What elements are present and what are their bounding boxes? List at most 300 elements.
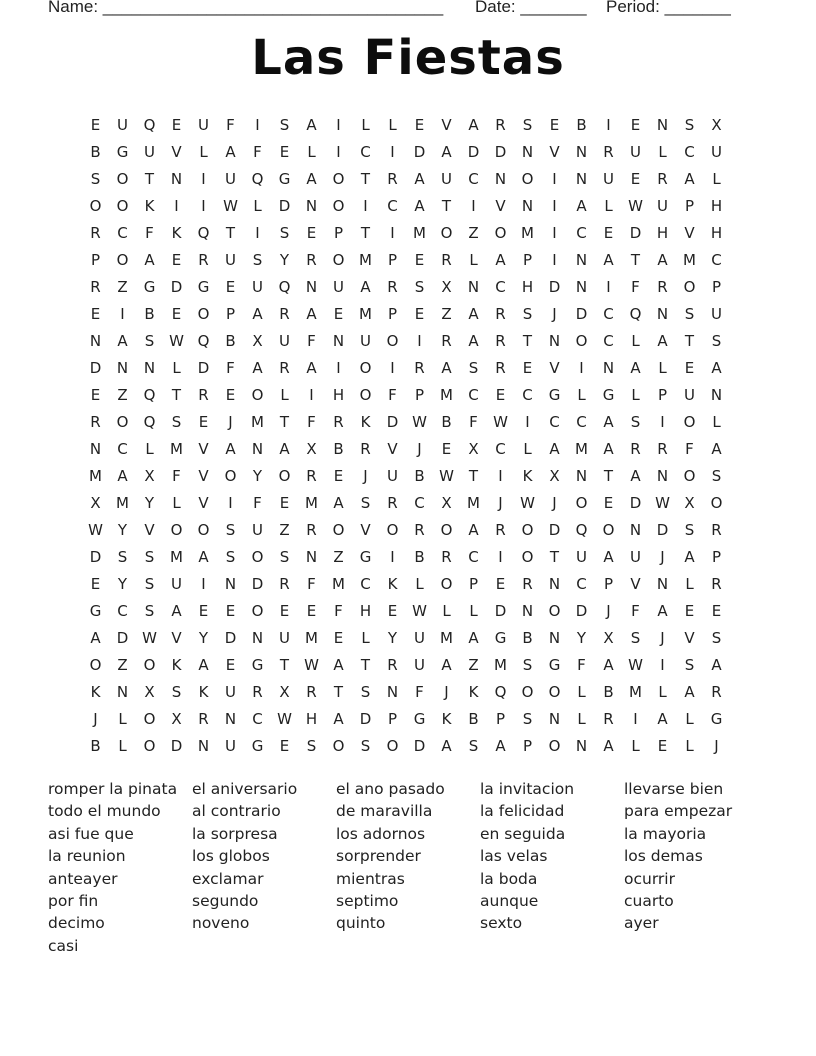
grid-letter: N <box>89 331 102 350</box>
grid-letter: P <box>414 385 425 404</box>
grid-letter: X <box>144 466 155 485</box>
grid-letter: A <box>360 277 371 296</box>
grid-letter: C <box>684 142 695 161</box>
grid-letter: S <box>279 547 290 566</box>
grid-letter: O <box>710 493 723 512</box>
grid-letter: I <box>390 547 395 566</box>
grid-letter: E <box>630 169 641 188</box>
grid-letter: T <box>549 547 560 566</box>
grid-letter: J <box>228 412 233 431</box>
grid-letter: I <box>201 196 206 215</box>
grid-letter: S <box>630 628 641 647</box>
grid-letter: I <box>552 196 557 215</box>
grid-letter: D <box>197 358 210 377</box>
grid-letter: V <box>441 115 452 134</box>
grid-letter: G <box>251 655 264 674</box>
grid-letter: X <box>252 331 263 350</box>
grid-letter: A <box>684 169 695 188</box>
grid-letter: W <box>412 601 427 620</box>
grid-letter: I <box>120 304 125 323</box>
grid-letter: H <box>656 223 669 242</box>
grid-letter: L <box>172 493 181 512</box>
grid-letter: A <box>144 250 155 269</box>
grid-letter: I <box>336 358 341 377</box>
grid-letter: T <box>171 385 182 404</box>
grid-letter: E <box>333 466 344 485</box>
grid-letter: S <box>225 520 236 539</box>
grid-letter: O <box>521 520 534 539</box>
grid-letter: A <box>657 331 668 350</box>
grid-letter: A <box>657 250 668 269</box>
grid-letter: U <box>360 331 371 350</box>
grid-letter: Q <box>575 520 588 539</box>
word-item: todo el mundo <box>48 802 161 821</box>
grid-letter: E <box>171 250 182 269</box>
grid-letter: G <box>548 385 561 404</box>
grid-letter: A <box>225 439 236 458</box>
grid-letter: S <box>684 115 695 134</box>
grid-letter: N <box>143 358 156 377</box>
grid-letter: M <box>440 628 453 647</box>
grid-letter: E <box>306 223 317 242</box>
grid-letter: J <box>498 493 503 512</box>
grid-letter: S <box>522 709 533 728</box>
grid-letter: E <box>279 142 290 161</box>
word-column <box>48 778 192 957</box>
word-item: la mayoria <box>624 824 707 843</box>
grid-letter: U <box>171 574 182 593</box>
grid-letter: I <box>336 115 341 134</box>
grid-letter: N <box>305 277 318 296</box>
grid-letter: S <box>144 574 155 593</box>
grid-letter: U <box>630 142 641 161</box>
grid-letter: A <box>90 628 101 647</box>
grid-letter: N <box>197 736 210 755</box>
grid-letter: G <box>359 547 372 566</box>
word-item: la reunion <box>48 847 126 866</box>
grid-letter: P <box>522 250 533 269</box>
grid-letter: R <box>441 547 452 566</box>
grid-letter: K <box>468 682 479 701</box>
grid-letter: U <box>117 115 128 134</box>
grid-letter: U <box>252 520 263 539</box>
grid-letter: U <box>630 547 641 566</box>
grid-letter: L <box>631 736 640 755</box>
grid-letter: R <box>495 304 506 323</box>
grid-letter: R <box>90 412 101 431</box>
grid-letter: A <box>252 358 263 377</box>
grid-letter: G <box>197 277 210 296</box>
grid-letter: O <box>89 196 102 215</box>
grid-letter: N <box>548 331 561 350</box>
word-item: segundo <box>192 891 259 910</box>
grid-letter: K <box>198 682 209 701</box>
grid-letter: B <box>225 331 236 350</box>
grid-letter: Y <box>252 466 263 485</box>
grid-letter: R <box>279 358 290 377</box>
grid-letter: O <box>116 412 129 431</box>
grid-letter: C <box>468 385 479 404</box>
grid-letter: W <box>169 331 184 350</box>
grid-letter: W <box>655 493 670 512</box>
grid-letter: Q <box>251 169 264 188</box>
grid-letter: O <box>548 601 561 620</box>
grid-letter: Q <box>197 331 210 350</box>
grid-letter: X <box>171 709 182 728</box>
grid-letter: D <box>548 277 561 296</box>
grid-letter: D <box>548 520 561 539</box>
grid-letter: N <box>89 439 102 458</box>
grid-letter: F <box>307 412 316 431</box>
grid-letter: R <box>279 574 290 593</box>
grid-letter: P <box>711 547 722 566</box>
grid-letter: R <box>306 466 317 485</box>
grid-letter: L <box>199 142 208 161</box>
grid-letter: S <box>252 250 263 269</box>
grid-letter: C <box>252 709 263 728</box>
grid-letter: C <box>576 223 587 242</box>
grid-letter: A <box>711 358 722 377</box>
grid-letter: A <box>468 520 479 539</box>
grid-letter: O <box>386 736 399 755</box>
grid-letter: I <box>390 142 395 161</box>
grid-letter: Z <box>441 304 452 323</box>
grid-letter: U <box>279 628 290 647</box>
grid-letter: N <box>575 250 588 269</box>
grid-letter: A <box>306 304 317 323</box>
grid-letter: N <box>386 682 399 701</box>
grid-letter: G <box>278 169 291 188</box>
word-column <box>480 778 624 935</box>
grid-letter: W <box>628 196 643 215</box>
word-item: la felicidad <box>480 802 565 821</box>
grid-letter: A <box>441 655 452 674</box>
grid-letter: N <box>710 385 723 404</box>
grid-letter: N <box>548 628 561 647</box>
grid-letter: F <box>577 655 586 674</box>
grid-letter: R <box>387 493 398 512</box>
grid-letter: A <box>630 466 641 485</box>
word-item: sexto <box>480 914 523 933</box>
grid-letter: A <box>495 250 506 269</box>
grid-letter: S <box>171 682 182 701</box>
grid-letter: T <box>360 655 371 674</box>
grid-letter: C <box>468 547 479 566</box>
grid-letter: V <box>684 223 695 242</box>
grid-letter: I <box>417 331 422 350</box>
grid-letter: L <box>604 196 613 215</box>
grid-letter: F <box>685 439 694 458</box>
grid-letter: U <box>225 682 236 701</box>
grid-letter: S <box>414 277 425 296</box>
grid-letter: U <box>711 304 722 323</box>
grid-letter: O <box>332 196 345 215</box>
grid-letter: E <box>90 115 101 134</box>
grid-letter: E <box>171 304 182 323</box>
grid-letter: W <box>277 709 292 728</box>
word-item: anteayer <box>48 869 118 888</box>
grid-letter: D <box>629 223 642 242</box>
grid-letter: B <box>603 682 614 701</box>
grid-letter: E <box>279 493 290 512</box>
grid-letter: S <box>225 547 236 566</box>
word-item: noveno <box>192 914 250 933</box>
grid-letter: I <box>525 412 530 431</box>
grid-letter: V <box>171 142 182 161</box>
grid-letter: E <box>657 736 668 755</box>
grid-letter: I <box>552 223 557 242</box>
grid-letter: L <box>415 574 424 593</box>
grid-letter: V <box>360 520 371 539</box>
grid-letter: V <box>630 574 641 593</box>
grid-letter: D <box>413 142 426 161</box>
grid-letter: R <box>522 574 533 593</box>
grid-letter: S <box>90 169 101 188</box>
grid-letter: G <box>494 628 507 647</box>
grid-letter: L <box>118 709 127 728</box>
word-item: por fin <box>48 891 99 910</box>
grid-letter: L <box>685 709 694 728</box>
grid-letter: L <box>280 385 289 404</box>
word-item: los adornos <box>336 824 426 843</box>
grid-letter: S <box>522 304 533 323</box>
word-item: decimo <box>48 914 105 933</box>
grid-letter: D <box>467 142 480 161</box>
date-field-label: Date: _______ <box>475 0 587 16</box>
grid-letter: L <box>172 358 181 377</box>
grid-letter: E <box>90 574 101 593</box>
grid-letter: F <box>631 277 640 296</box>
grid-letter: T <box>360 223 371 242</box>
grid-letter: O <box>170 520 183 539</box>
grid-letter: R <box>603 142 614 161</box>
grid-letter: H <box>305 709 318 728</box>
grid-letter: S <box>279 115 290 134</box>
grid-letter: I <box>660 412 665 431</box>
grid-letter: A <box>306 169 317 188</box>
grid-letter: V <box>171 628 182 647</box>
grid-letter: J <box>552 493 557 512</box>
grid-letter: G <box>413 709 426 728</box>
grid-letter: L <box>388 115 397 134</box>
grid-letter: B <box>333 439 344 458</box>
grid-letter: B <box>414 547 425 566</box>
grid-letter: I <box>498 466 503 485</box>
grid-letter: I <box>606 115 611 134</box>
grid-letter: A <box>711 655 722 674</box>
grid-letter: A <box>306 115 317 134</box>
grid-letter: Q <box>494 682 507 701</box>
grid-letter: U <box>333 277 344 296</box>
grid-letter: D <box>494 142 507 161</box>
grid-letter: R <box>414 520 425 539</box>
grid-letter: D <box>386 412 399 431</box>
grid-letter: C <box>117 601 128 620</box>
grid-letter: M <box>170 439 183 458</box>
grid-letter: L <box>658 682 667 701</box>
word-item: sorprender <box>336 847 421 866</box>
grid-letter: O <box>359 358 372 377</box>
grid-letter: O <box>440 520 453 539</box>
grid-letter: Z <box>117 277 128 296</box>
grid-letter: A <box>603 655 614 674</box>
grid-letter: L <box>631 331 640 350</box>
grid-letter: R <box>387 169 398 188</box>
grid-letter: C <box>360 142 371 161</box>
grid-letter: U <box>414 655 425 674</box>
grid-letter: M <box>251 412 264 431</box>
grid-letter: I <box>390 358 395 377</box>
grid-letter: A <box>117 331 128 350</box>
grid-letter: L <box>577 385 586 404</box>
word-item: para empezar <box>624 802 733 821</box>
grid-letter: O <box>116 250 129 269</box>
grid-letter: S <box>468 736 479 755</box>
grid-letter: W <box>439 466 454 485</box>
grid-letter: A <box>657 709 668 728</box>
grid-letter: Y <box>117 574 128 593</box>
grid-letter: U <box>603 169 614 188</box>
grid-letter: L <box>469 250 478 269</box>
grid-letter: W <box>142 628 157 647</box>
grid-letter: A <box>252 304 263 323</box>
grid-letter: M <box>683 250 696 269</box>
grid-letter: L <box>361 628 370 647</box>
grid-letter: A <box>441 358 452 377</box>
grid-letter: W <box>493 412 508 431</box>
grid-letter: K <box>522 466 533 485</box>
grid-letter: D <box>89 358 102 377</box>
grid-letter: N <box>521 142 534 161</box>
grid-letter: T <box>360 169 371 188</box>
grid-letter: J <box>660 547 665 566</box>
grid-letter: O <box>332 250 345 269</box>
period-field-label: Period: _______ <box>606 0 731 16</box>
grid-letter: E <box>198 601 209 620</box>
grid-letter: E <box>630 115 641 134</box>
word-item: quinto <box>336 914 386 933</box>
grid-letter: S <box>684 520 695 539</box>
grid-letter: M <box>305 628 318 647</box>
grid-letter: J <box>714 736 719 755</box>
word-item: los demas <box>624 847 703 866</box>
grid-letter: D <box>575 304 588 323</box>
grid-letter: O <box>683 277 696 296</box>
grid-letter: A <box>414 196 425 215</box>
grid-letter: Q <box>143 115 156 134</box>
grid-letter: S <box>144 331 155 350</box>
grid-letter: O <box>251 547 264 566</box>
grid-letter: A <box>468 628 479 647</box>
grid-letter: C <box>522 385 533 404</box>
grid-letter: E <box>441 439 452 458</box>
word-item: cuarto <box>624 891 674 910</box>
grid-letter: N <box>494 169 507 188</box>
grid-letter: L <box>658 142 667 161</box>
grid-letter: U <box>684 385 695 404</box>
grid-letter: G <box>116 142 129 161</box>
word-item: el aniversario <box>192 780 298 798</box>
grid-letter: R <box>711 574 722 593</box>
grid-letter: S <box>117 547 128 566</box>
grid-letter: L <box>253 196 262 215</box>
grid-letter: A <box>117 466 128 485</box>
grid-letter: O <box>197 520 210 539</box>
grid-letter: X <box>711 115 722 134</box>
grid-letter: N <box>656 304 669 323</box>
grid-letter: I <box>228 493 233 512</box>
grid-letter: Q <box>143 412 156 431</box>
grid-letter: E <box>225 655 236 674</box>
grid-letter: K <box>441 709 452 728</box>
grid-letter: N <box>467 277 480 296</box>
grid-letter: F <box>253 142 262 161</box>
grid-letter: J <box>444 682 449 701</box>
grid-letter: V <box>549 358 560 377</box>
word-item: aunque <box>480 891 539 910</box>
grid-letter: R <box>279 304 290 323</box>
grid-letter: E <box>603 493 614 512</box>
grid-letter: E <box>171 115 182 134</box>
grid-letter: L <box>523 439 532 458</box>
grid-letter: S <box>630 412 641 431</box>
grid-letter: Z <box>468 655 479 674</box>
grid-letter: R <box>198 250 209 269</box>
grid-letter: A <box>306 358 317 377</box>
grid-letter: Q <box>143 385 156 404</box>
grid-letter: O <box>521 547 534 566</box>
grid-letter: N <box>251 628 264 647</box>
grid-letter: D <box>170 277 183 296</box>
grid-letter: L <box>118 736 127 755</box>
grid-letter: S <box>144 601 155 620</box>
grid-letter: M <box>467 493 480 512</box>
grid-letter: U <box>225 736 236 755</box>
grid-letter: I <box>201 574 206 593</box>
grid-letter: I <box>552 250 557 269</box>
word-column <box>336 778 480 935</box>
grid-letter: B <box>468 709 479 728</box>
grid-letter: R <box>495 358 506 377</box>
grid-letter: R <box>306 250 317 269</box>
grid-letter: O <box>548 682 561 701</box>
grid-letter: C <box>468 169 479 188</box>
grid-letter: T <box>144 169 155 188</box>
grid-letter: N <box>575 169 588 188</box>
grid-letter: S <box>306 736 317 755</box>
grid-letter: W <box>304 655 319 674</box>
grid-letter: E <box>603 223 614 242</box>
grid-letter: N <box>521 196 534 215</box>
grid-letter: U <box>252 277 263 296</box>
word-item: septimo <box>336 891 399 910</box>
grid-letter: D <box>170 736 183 755</box>
grid-letter: R <box>387 655 398 674</box>
grid-letter: T <box>441 196 452 215</box>
grid-letter: F <box>388 385 397 404</box>
grid-letter: P <box>522 736 533 755</box>
grid-letter: K <box>171 655 182 674</box>
grid-letter: R <box>90 277 101 296</box>
grid-letter: U <box>279 331 290 350</box>
grid-letter: A <box>576 196 587 215</box>
grid-letter: S <box>468 358 479 377</box>
word-item: al contrario <box>192 802 281 821</box>
word-column <box>192 778 336 935</box>
word-column <box>624 778 768 935</box>
word-item: de maravilla <box>336 802 433 821</box>
grid-letter: W <box>88 520 103 539</box>
